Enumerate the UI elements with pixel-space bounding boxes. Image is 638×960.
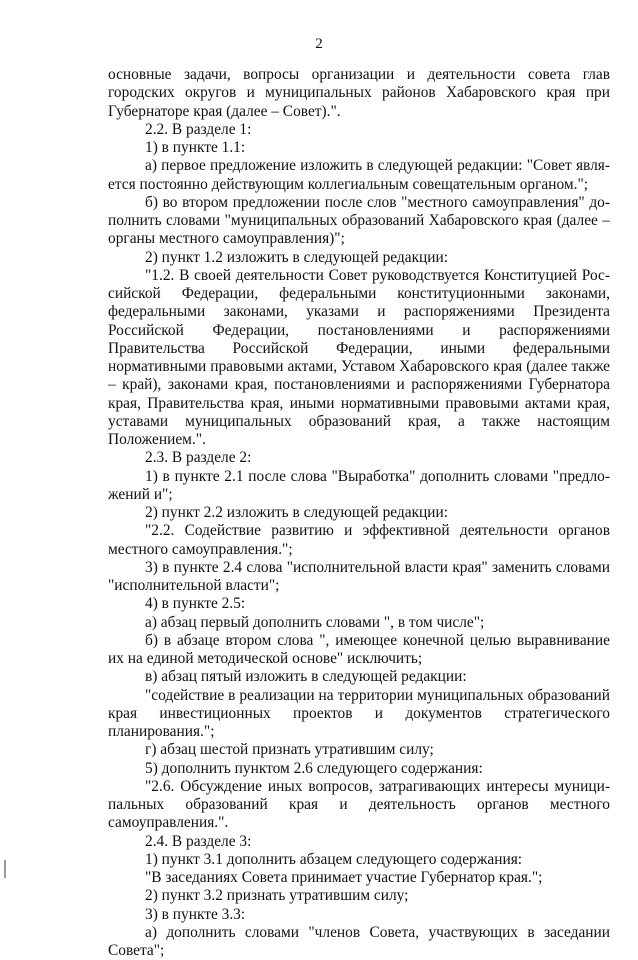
paragraph-quote-2-6: "2.6. Обсуждение иных вопросов, затрагивающих интересы муниципальных образований края и деятельность органов местного самоуправления.". (108, 777, 610, 832)
paragraph-item-a: а) первое предложение изложить в следующей редакции: "Совет является постоянно действующим коллегиальным совещательным органом."; (108, 157, 610, 193)
paragraph-item-1-1: 1) в пункте 1.1: (145, 139, 246, 156)
paragraph-quote-1-2: "1.2. В своей деятельности Совет руководствуется Конституцией Российской Федерации, федеральными конституционными законами, федеральными законами, указами и распоряжениями Президента Российской Федерации, постановлениями и распоряжениями Правительства Российской Федерации, иными федеральными нормативными правовыми актами, Уставом Хабаровского края (далее также – край), законами края, постановлениями и распоряжениями Губернатора края, Правительства края, иными нормативными правовыми актами края, уставами муниципальных образований края, а также настоящим Положением.". (108, 266, 610, 448)
paragraph-item-2-1: 1) в пункте 2.1 после слова "Выработка" дополнить словами "предложений и"; (108, 467, 610, 503)
paragraph-quote-3-1: "В заседаниях Совета принимает участие Губернатор края."; (145, 869, 543, 886)
paragraph-quote-2-5-v: "содействие в реализации на территории муниципальных образований края инвестиционных проектов и документов стратегического планирования."; (108, 686, 610, 740)
paragraph-item-2-5-b: б) в абзаце втором слова ", имеющее конечной целью выравнивание их на единой методической основе" исключить; (108, 631, 610, 667)
paragraph-item-3-3: 3) в пункте 3.3: (145, 905, 246, 923)
paragraph-item-2-5-g: г) абзац шестой признать утратившим силу; (145, 741, 434, 759)
paragraph-item-3-2: 2) пункт 3.2 признать утратившим силу; (145, 887, 409, 905)
paragraph-item-2-6: 5) дополнить пунктом 2.6 следующего содержания: (145, 759, 483, 777)
scan-margin-mark (4, 860, 6, 878)
paragraph-section-2-4: 2.4. В разделе 3: (145, 832, 252, 850)
paragraph-item-1-2: 2) пункт 1.2 изложить в следующей редакции: (145, 248, 449, 266)
paragraph-item-3-3-a: а) дополнить словами "членов Совета, участвующих в заседании Совета"; (108, 923, 610, 959)
paragraph-item-2-4: 3) в пункте 2.4 слова "исполнительной власти края" заменить словами "исполнительной власти"; (108, 558, 610, 594)
page-number: 2 (315, 36, 323, 52)
paragraph-section-2-2: 2.2. В разделе 1: (145, 120, 252, 138)
paragraph-quote-2-2: "2.2. Содействие развитию и эффективной деятельности органов местного самоуправления."; (108, 522, 610, 558)
paragraph-item-b: б) во втором предложении после слов "местного самоуправления" дополнить словами "муниципальных образований Хабаровского края (далее – органы местного самоуправления)"; (108, 193, 610, 248)
paragraph-section-2-3: 2.3. В разделе 2: (145, 449, 252, 467)
paragraph-item-2-5: 4) в пункте 2.5: (145, 595, 246, 613)
paragraph-item-3-1: 1) пункт 3.1 дополнить абзацем следующего содержания: (145, 850, 523, 868)
document-body (108, 66, 610, 960)
paragraph-item-2-5-a: а) абзац первый дополнить словами ", в том числе"; (145, 613, 485, 631)
paragraph-item-2-2: 2) пункт 2.2 изложить в следующей редакции: (145, 504, 449, 521)
paragraph-intro-continuation: основные задачи, вопросы организации и деятельности совета глав городских округов и муниципальных районов Хабаровского края при Губернаторе края (далее – Совет).". (108, 66, 610, 120)
paragraph-item-2-5-v: в) абзац пятый изложить в следующей редакции: (145, 668, 467, 686)
